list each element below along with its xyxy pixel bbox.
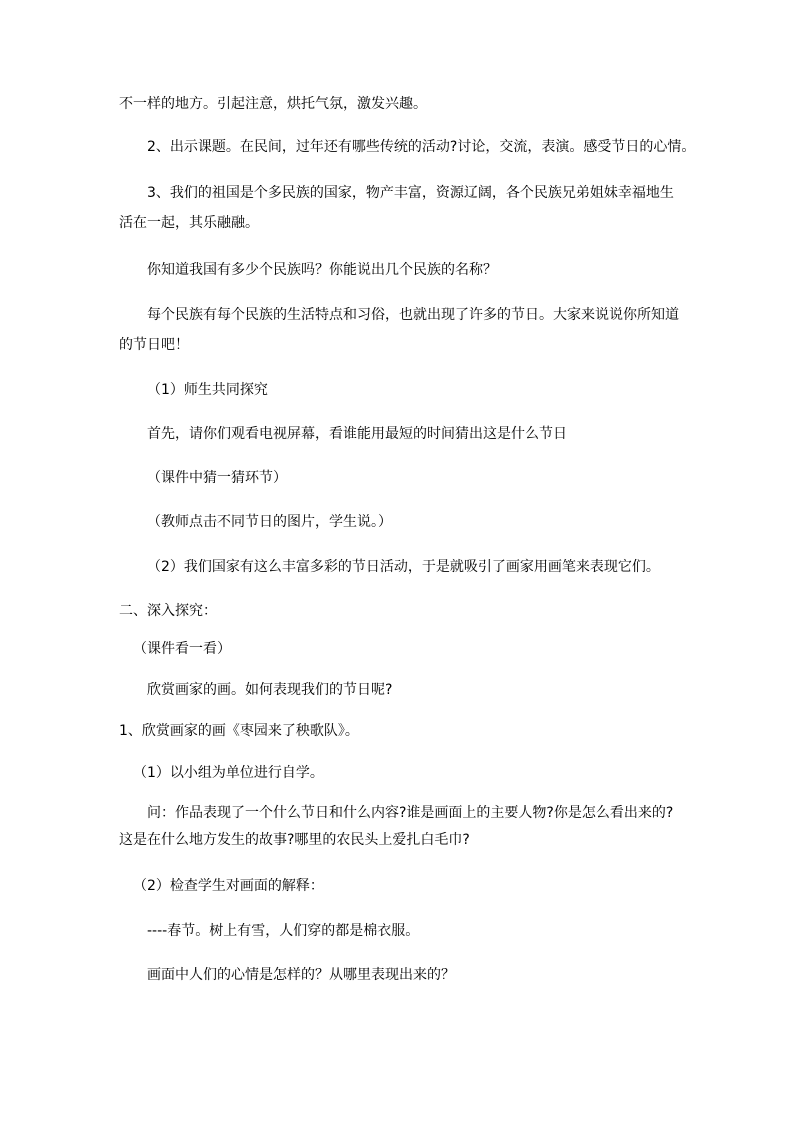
section-heading: 二、深入探究： [119, 603, 217, 619]
paragraph-line: 1、欣赏画家的画《枣园来了秧歌队》。 [119, 723, 359, 739]
paragraph-line: （2）检查学生对画面的解释： [133, 878, 324, 894]
paragraph-line: 每个民族有每个民族的生活特点和习俗，也就出现了许多的节日。大家来说说你所知道 [147, 307, 679, 323]
paragraph-line: （课件中猜一猜环节） [147, 470, 287, 486]
paragraph-line: 活在一起，其乐融融。 [119, 215, 259, 231]
paragraph-line: 你知道我国有多少个民族吗？你能说出几个民族的名称？ [147, 262, 497, 278]
paragraph-line: 的节日吧！ [119, 337, 189, 353]
paragraph-line: 2、出示课题。在民间，过年还有哪些传统的活动?讨论，交流，表演。感受节日的心情。 [147, 139, 696, 155]
paragraph-line: 这是在什么地方发生的故事?哪里的农民头上爱扎白毛巾? [119, 832, 470, 848]
paragraph-line: （课件看一看） [133, 641, 231, 657]
paragraph-line: （1）师生共同探究 [147, 382, 268, 398]
paragraph-line: （1）以小组为单位进行自学。 [133, 765, 324, 781]
paragraph-line: 不一样的地方。引起注意，烘托气氛，激发兴趣。 [119, 96, 427, 112]
paragraph-line: 问：作品表现了一个什么节日和什么内容?谁是画面上的主要人物?你是怎么看出来的? [147, 805, 674, 821]
paragraph-line: 欣赏画家的画。如何表现我们的节日呢? [147, 682, 393, 698]
paragraph-line: （2）我们国家有这么丰富多彩的节日活动，于是就吸引了画家用画笔来表现它们。 [147, 559, 660, 575]
paragraph-line: 3、我们的祖国是个多民族的国家，物产丰富，资源辽阔，各个民族兄弟姐妹幸福地生 [147, 185, 674, 201]
paragraph-line: ----春节。树上有雪，人们穿的都是棉衣服。 [147, 923, 420, 939]
paragraph-line: 画面中人们的心情是怎样的？从哪里表现出来的？ [147, 967, 455, 983]
paragraph-line: （教师点击不同节日的图片，学生说。） [147, 514, 392, 530]
paragraph-line: 首先，请你们观看电视屏幕，看谁能用最短的时间猜出这是什么节日 [147, 426, 567, 442]
